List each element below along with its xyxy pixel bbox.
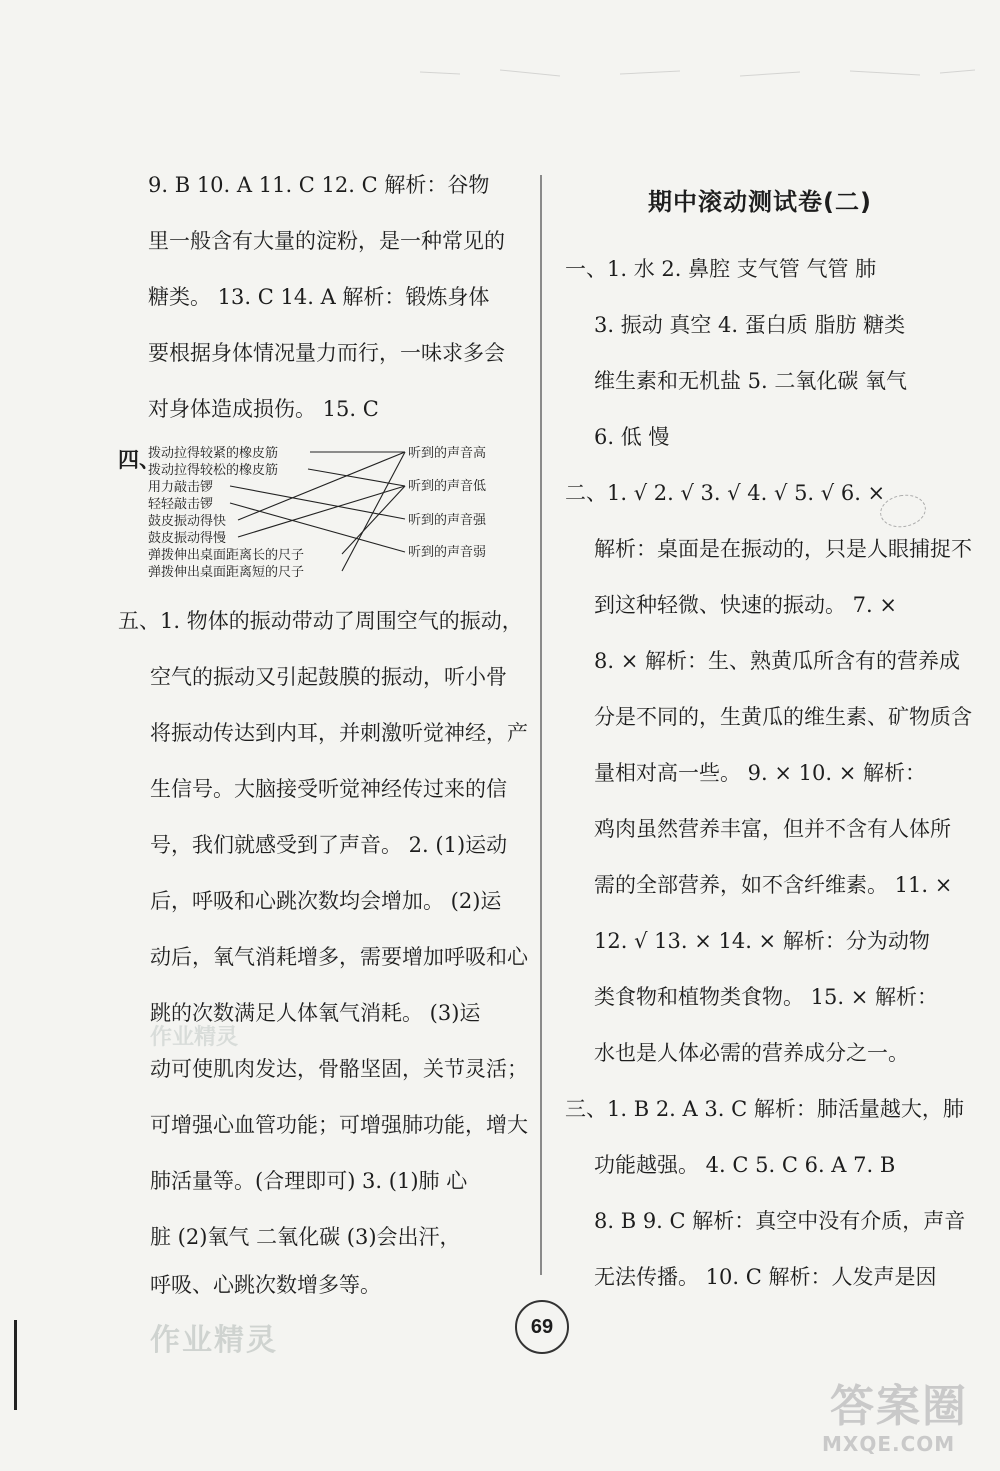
answer-line: 到这种轻微、快速的振动。 7. × (594, 593, 897, 617)
answer-line: 维生素和无机盐 5. 二氧化碳 氧气 (594, 369, 908, 393)
answer-line: 对身体造成损伤。 15. C (148, 397, 379, 421)
watermark-url: MXQE.COM (822, 1432, 956, 1456)
answer-line: 12. √ 13. × 14. × 解析：分为动物 (594, 929, 930, 953)
answer-line: 功能越强。 4. C 5. C 6. A 7. B (594, 1153, 896, 1177)
scan-noise (420, 62, 980, 92)
answer-line: 呼吸、心跳次数增多等。 (150, 1273, 381, 1297)
answer-line: 3. 振动 真空 4. 蛋白质 脂肪 糖类 (594, 313, 906, 337)
faint-round-stamp (878, 491, 929, 531)
match-line (342, 486, 405, 554)
page-title: 期中滚动测试卷(二) (648, 188, 872, 216)
watermark-text: 答案圈 (830, 1381, 968, 1432)
column-divider (540, 175, 542, 1275)
match-left-item: 轻轻敲击锣 (148, 497, 214, 512)
answer-line: 水也是人体必需的营养成分之一。 (594, 1041, 909, 1065)
answer-line: 要根据身体情况量力而行，一味求多会 (148, 341, 505, 365)
match-line (238, 486, 405, 537)
matching-left-items (148, 445, 304, 580)
answer-line: 类食物和植物类食物。 15. × 解析： (594, 985, 939, 1009)
answer-line: 可增强心血管功能；可增强肺功能，增大 (150, 1113, 528, 1137)
answer-line: 糖类。 13. C 14. A 解析：锻炼身体 (148, 285, 490, 309)
match-left-item: 拨动拉得较松的橡皮筋 (148, 463, 279, 478)
answer-line: 脏 (2)氧气 二氧化碳 (3)会出汗， (150, 1225, 461, 1249)
page-number: 69 (515, 1300, 569, 1354)
answer-line: 一、1. 水 2. 鼻腔 支气管 气管 肺 (565, 257, 877, 281)
answer-line: 肺活量等。(合理即可) 3. (1)肺 心 (150, 1169, 468, 1193)
match-left-item: 弹拨伸出桌面距离短的尺子 (148, 565, 305, 580)
faint-stamp-bottom: 作业精灵 (150, 1323, 278, 1358)
match-right-item: 听到的声音强 (408, 513, 487, 528)
answer-line: 里一般含有大量的淀粉，是一种常见的 (148, 229, 505, 253)
match-right-item: 听到的声音高 (408, 446, 487, 461)
match-line (230, 503, 405, 552)
answer-line: 鸡肉虽然营养丰富，但并不含有人体所 (594, 817, 951, 841)
answer-line: 动后，氧气消耗增多，需要增加呼吸和心 (150, 945, 528, 969)
answer-line: 量相对高一些。 9. × 10. × 解析： (594, 761, 927, 785)
answer-line: 9. B 10. A 11. C 12. C 解析：谷物 (148, 173, 490, 197)
answer-line: 空气的振动又引起鼓膜的振动，听小骨 (150, 665, 507, 689)
answer-line: 将振动传达到内耳，并刺激听觉神经，产 (150, 721, 528, 745)
match-left-item: 用力敲击锣 (148, 480, 214, 495)
answer-line: 解析：桌面是在振动的，只是人眼捕捉不 (594, 537, 972, 561)
answer-line: 8. B 9. C 解析：真空中没有介质，声音 (594, 1209, 966, 1233)
answer-line: 分是不同的，生黄瓜的维生素、矿物质含 (594, 705, 972, 729)
match-right-item: 听到的声音弱 (408, 545, 487, 560)
answer-line: 需的全部营养，如不含纤维素。 11. × (594, 873, 953, 897)
match-left-item: 拨动拉得较紧的橡皮筋 (148, 446, 279, 461)
matching-right-items (408, 445, 487, 560)
page-edge-mark (14, 1320, 17, 1410)
answer-line: 6. 低 慢 (594, 425, 670, 449)
answer-line: 动可使肌肉发达，骨骼坚固，关节灵活； (150, 1057, 528, 1081)
match-right-item: 听到的声音低 (408, 479, 487, 494)
answer-line: 后，呼吸和心跳次数均会增加。 (2)运 (150, 889, 502, 913)
answer-line: 8. × 解析：生、熟黄瓜所含有的营养成 (594, 649, 960, 673)
answer-line: 五、1. 物体的振动带动了周围空气的振动， (118, 609, 523, 633)
faint-stamp: 作业精灵 (150, 1025, 239, 1050)
section-four-label: 四、 (118, 448, 160, 472)
answer-line: 二、1. √ 2. √ 3. √ 4. √ 5. √ 6. × (565, 481, 886, 505)
answer-line: 生信号。大脑接受听觉神经传过来的信 (150, 777, 507, 801)
answer-line: 跳的次数满足人体氧气消耗。 (3)运 (150, 1001, 481, 1025)
answer-line: 号，我们就感受到了声音。 2. (1)运动 (150, 833, 508, 857)
watermark-logo (800, 1370, 990, 1465)
answer-line: 三、1. B 2. A 3. C 解析：肺活量越大，肺 (565, 1097, 964, 1121)
match-left-item: 鼓皮振动得快 (148, 514, 227, 529)
match-left-item: 弹拨伸出桌面距离长的尺子 (148, 548, 305, 563)
match-left-item: 鼓皮振动得慢 (148, 531, 227, 546)
answer-line: 无法传播。 10. C 解析：人发声是因 (594, 1265, 937, 1289)
match-line (342, 452, 405, 571)
matching-diagram (110, 440, 530, 590)
